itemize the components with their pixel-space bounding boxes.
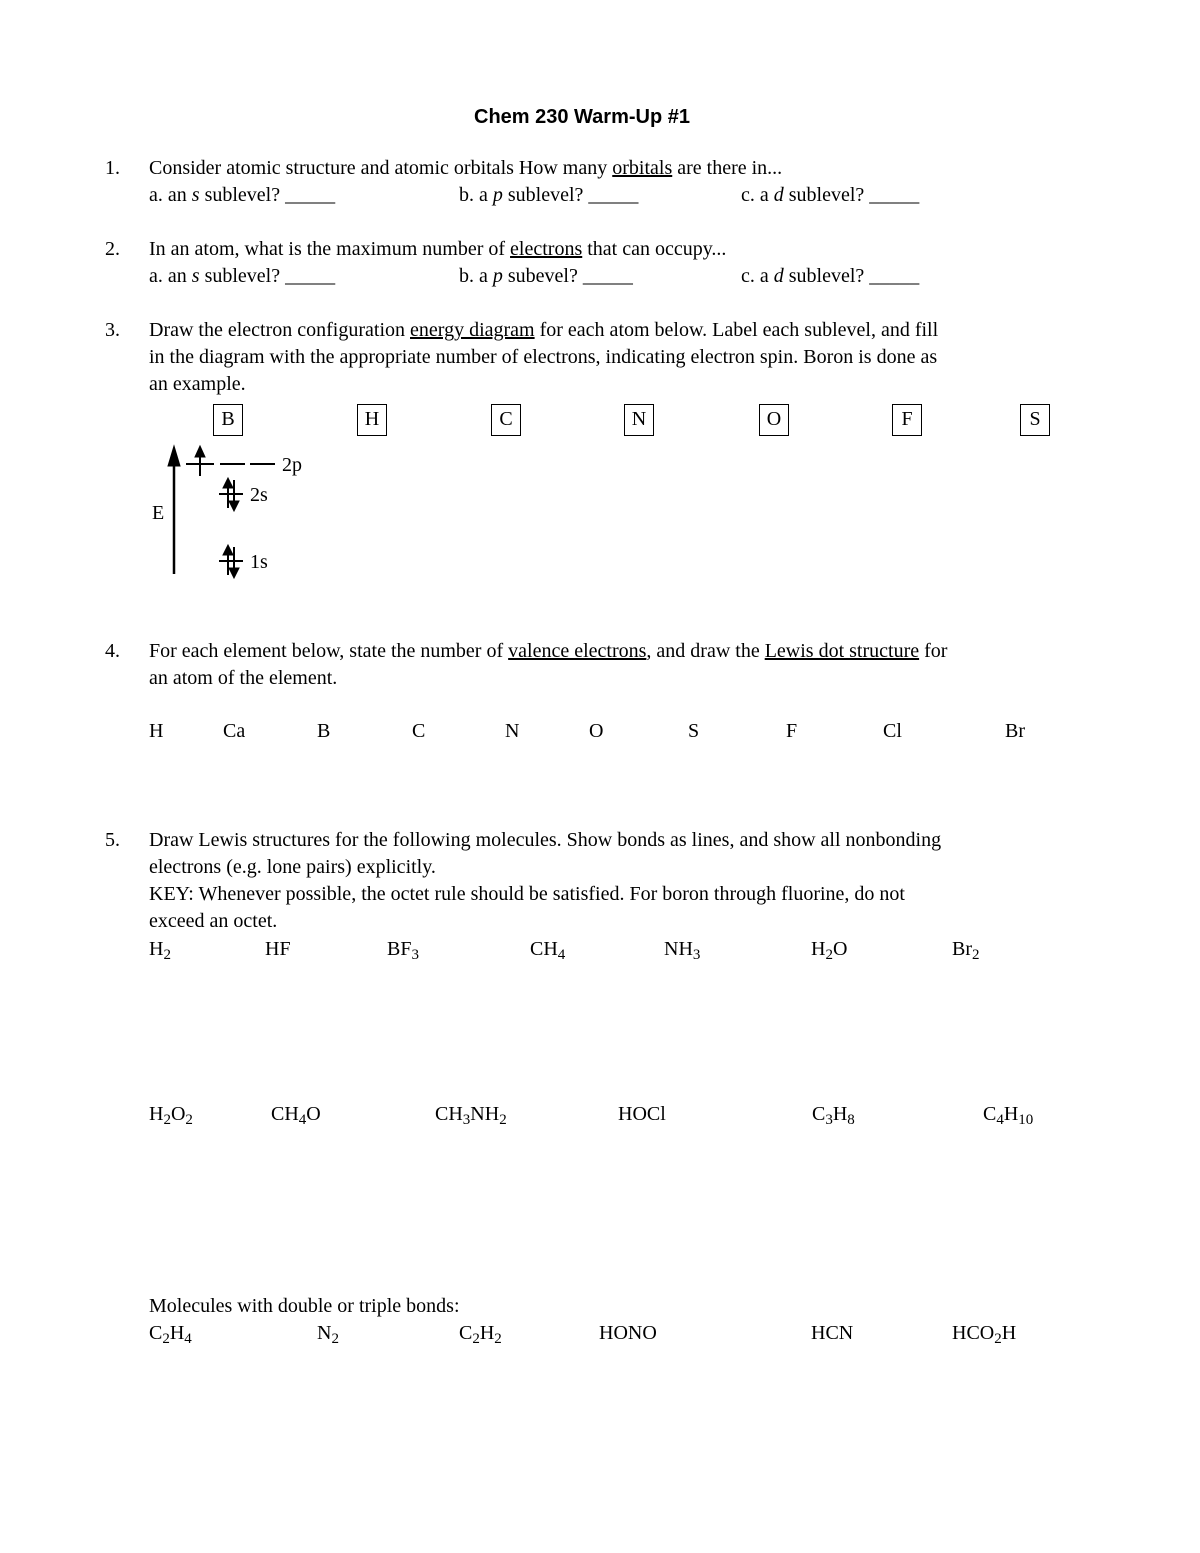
q5-key-line2: exceed an octet. xyxy=(149,910,278,932)
energy-axis-arrowhead xyxy=(168,446,180,466)
level-label-1s: 1s xyxy=(250,551,268,573)
element-c: C xyxy=(412,720,426,742)
q3-number: 3. xyxy=(105,319,120,341)
molecule-hf: HF xyxy=(265,938,291,960)
q5-text-line2: electrons (e.g. lone pairs) explicitly. xyxy=(149,856,436,878)
q1-part-b: b. a p sublevel? _____ xyxy=(459,184,639,206)
molecule-ch4: $CH_4$ xyxy=(530,938,566,963)
molecule-ch3nh2: $CH_3NH_2$ xyxy=(435,1103,507,1128)
q4-text-line2: an atom of the element. xyxy=(149,667,338,689)
element-h: H xyxy=(149,720,164,742)
electron-2s-up-head xyxy=(223,478,233,488)
element-f: F xyxy=(786,720,798,742)
molecule-hono: HONO xyxy=(599,1322,657,1344)
electron-1s-down-head xyxy=(229,568,239,578)
atom-box-c: C xyxy=(491,404,521,436)
q1-text: Consider atomic structure and atomic orbitals How many orbitals are there in... xyxy=(149,157,783,179)
q1-part-c: c. a d sublevel? _____ xyxy=(741,184,920,206)
molecule-bf3: $BF_3$ xyxy=(387,938,419,963)
molecule-c4h10: $C_4H_{10}$ xyxy=(983,1103,1034,1128)
q5-key-line1: KEY: Whenever possible, the octet rule should be satisfied. For boron through fluorine, do not xyxy=(149,883,905,905)
q3-text-line2: in the diagram with the appropriate number of electrons, indicating electron spin. Boron is done as xyxy=(149,346,938,368)
level-label-2s: 2s xyxy=(250,484,268,506)
electron-2p-up-head xyxy=(195,446,205,457)
atom-box-n: N xyxy=(624,404,654,436)
atom-box-b: B xyxy=(213,404,243,436)
q2-part-a: a. an s sublevel? _____ xyxy=(149,265,336,287)
molecule-c3h8: $C_3H_8$ xyxy=(812,1103,855,1128)
molecule-hocl: HOCl xyxy=(618,1103,666,1125)
q2-number: 2. xyxy=(105,238,120,260)
molecule-nh3: $NH_3$ xyxy=(664,938,701,963)
element-cl: Cl xyxy=(883,720,902,742)
molecule-h2o2: $H_2O_2$ xyxy=(149,1103,193,1128)
molecule-n2: $N_2$ xyxy=(317,1322,339,1347)
atom-box-o: O xyxy=(759,404,789,436)
q2-part-c: c. a d sublevel? _____ xyxy=(741,265,920,287)
molecule-hco2h: $HCO_2H$ xyxy=(952,1322,1017,1347)
element-ca: Ca xyxy=(223,720,246,742)
electron-2s-down-head xyxy=(229,501,239,511)
level-label-2p: 2p xyxy=(282,454,302,476)
molecule-c2h4: $C_2H_4$ xyxy=(149,1322,192,1347)
q1-part-a: a. an s sublevel? _____ xyxy=(149,184,336,206)
element-n: N xyxy=(505,720,520,742)
q5-number: 5. xyxy=(105,829,120,851)
electron-1s-up-head xyxy=(223,545,233,555)
q5-text-line1: Draw Lewis structures for the following molecules. Show bonds as lines, and show all nonbonding xyxy=(149,829,942,851)
q3-text-line3: an example. xyxy=(149,373,246,395)
molecule-c2h2: $C_2H_2$ xyxy=(459,1322,502,1347)
element-br: Br xyxy=(1005,720,1025,742)
q3-text-line1: Draw the electron configuration energy diagram for each atom below. Label each sublevel, and fill xyxy=(149,319,939,341)
q2-text: In an atom, what is the maximum number of electrons that can occupy... xyxy=(149,238,727,260)
q4-number: 4. xyxy=(105,640,120,662)
q1-number: 1. xyxy=(105,157,120,179)
q2-part-b: b. a p subevel? _____ xyxy=(459,265,633,287)
element-b: B xyxy=(317,720,331,742)
molecule-br2: $Br_2$ xyxy=(952,938,980,963)
element-o: O xyxy=(589,720,604,742)
molecule-hcn: HCN xyxy=(811,1322,854,1344)
atom-box-s: S xyxy=(1020,404,1050,436)
atom-box-h: H xyxy=(357,404,387,436)
element-s: S xyxy=(688,720,700,742)
molecule-h2: $H_2$ xyxy=(149,938,171,963)
multiple-bonds-label: Molecules with double or triple bonds: xyxy=(149,1295,460,1317)
atom-box-f: F xyxy=(892,404,922,436)
energy-axis-label: E xyxy=(152,502,165,524)
molecule-ch4o: $CH_4O$ xyxy=(271,1103,321,1128)
page-title: Chem 230 Warm-Up #1 xyxy=(474,106,690,128)
molecule-h2o: $H_2O$ xyxy=(811,938,848,963)
q4-text-line1: For each element below, state the number of valence electrons, and draw the Lewis dot structure for xyxy=(149,640,948,662)
